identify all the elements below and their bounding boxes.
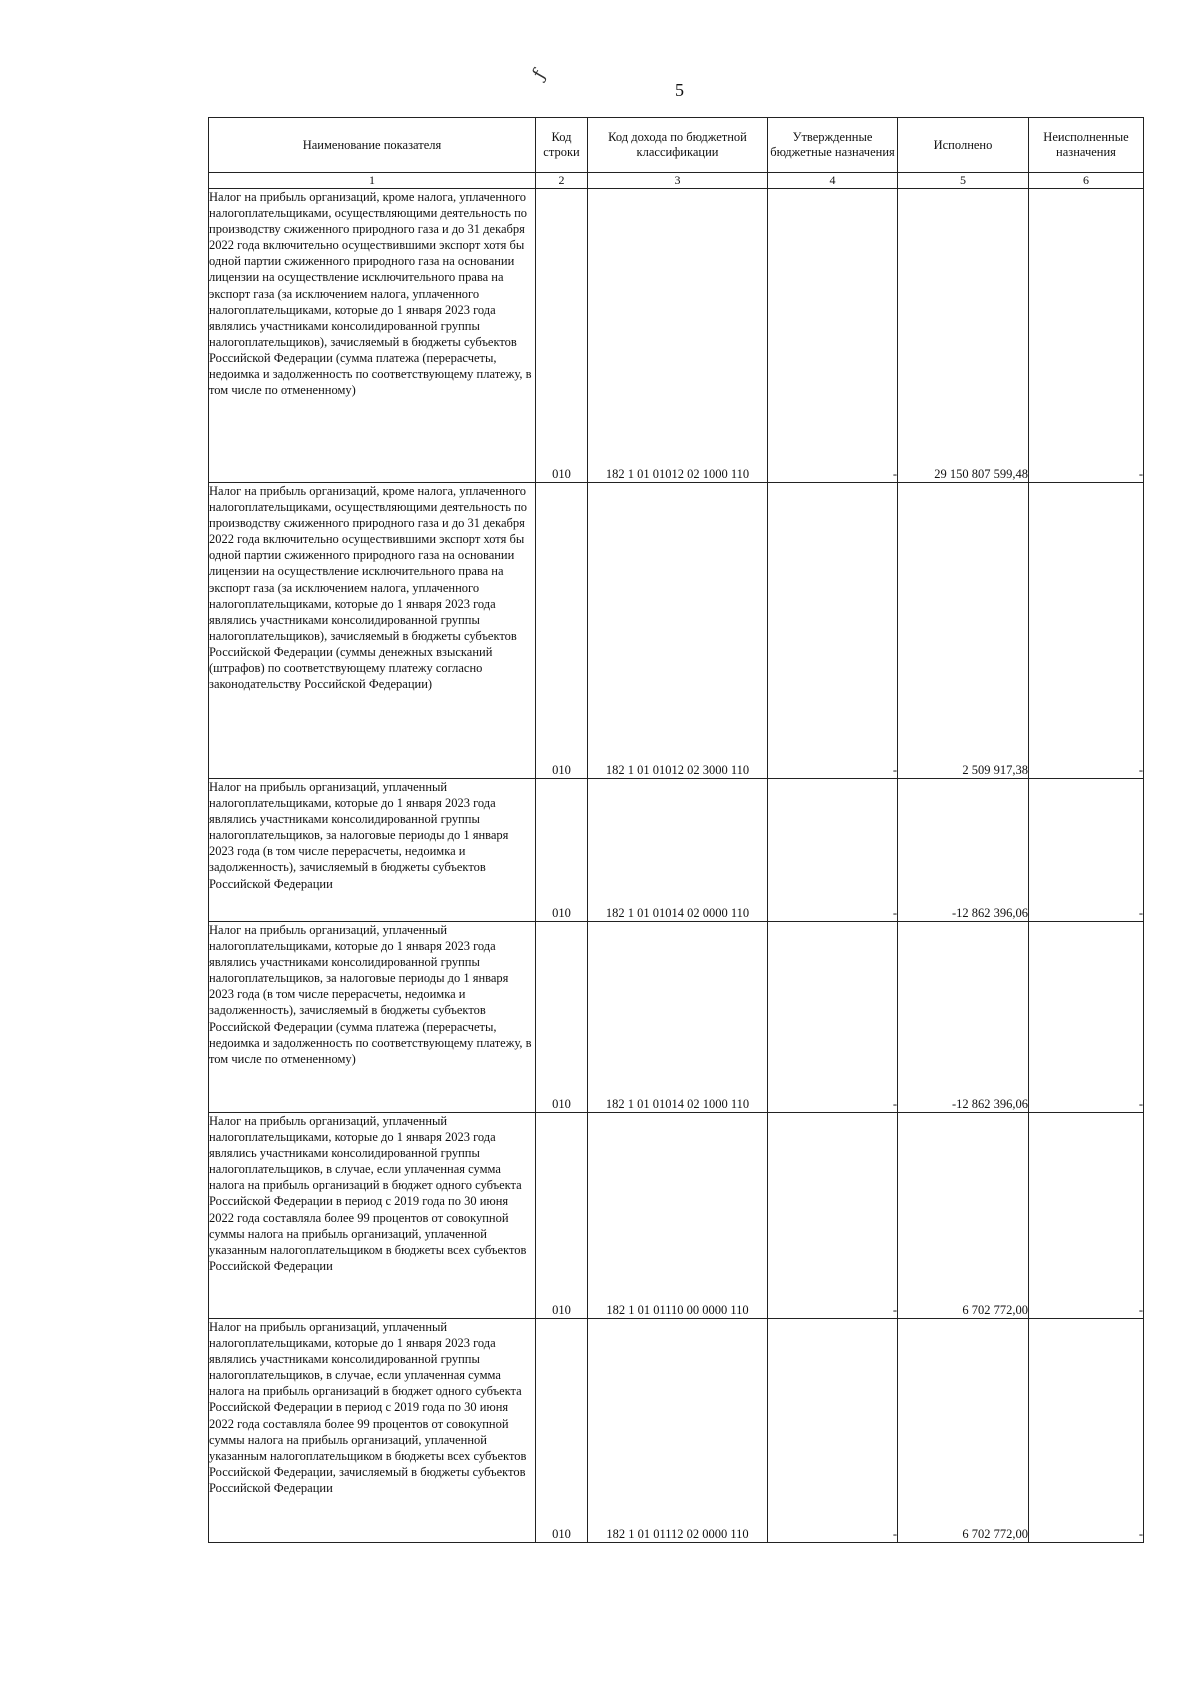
line-code: 010 xyxy=(536,779,588,922)
budget-classification-code: 182 1 01 01012 02 1000 110 xyxy=(588,189,768,483)
column-number: 6 xyxy=(1029,173,1144,189)
executed-amount: 6 702 772,00 xyxy=(898,1113,1029,1319)
remaining-amount: - xyxy=(1029,922,1144,1113)
column-number: 1 xyxy=(209,173,536,189)
column-number: 4 xyxy=(768,173,898,189)
handwritten-mark: ƒ xyxy=(528,66,551,83)
executed-amount: 29 150 807 599,48 xyxy=(898,189,1029,483)
approved-amount: - xyxy=(768,483,898,779)
line-code: 010 xyxy=(536,189,588,483)
page-number: 5 xyxy=(675,80,684,100)
approved-amount: - xyxy=(768,1319,898,1543)
line-code: 010 xyxy=(536,922,588,1113)
budget-classification-code: 182 1 01 01014 02 1000 110 xyxy=(588,922,768,1113)
remaining-amount: - xyxy=(1029,189,1144,483)
remaining-amount: - xyxy=(1029,1113,1144,1319)
income-report-table xyxy=(208,117,1144,1543)
indicator-name: Налог на прибыль организаций, уплаченный налогоплательщиками, которые до 1 января 2023 года являлись участниками консолидированной группы налогоплательщиков, в случае, если уплаченная сумма налога на прибыль организаций в бюджет одного субъекта Российской Федерации в период с 2019 года по 30 июня 2022 года составляла более 99 процентов от совокупной суммы налога на прибыль организаций, уплаченной указанным налогоплательщиком в бюджеты всех субъектов Российской Федерации xyxy=(209,1113,536,1319)
budget-classification-code: 182 1 01 01110 00 0000 110 xyxy=(588,1113,768,1319)
indicator-name: Налог на прибыль организаций, уплаченный налогоплательщиками, которые до 1 января 2023 года являлись участниками консолидированной группы налогоплательщиков, за налоговые периоды до 1 января 2023 года (в том числе перерасчеты, недоимка и задолженность), зачисляемый в бюджеты субъектов Российской Федерации xyxy=(209,779,536,922)
table-row xyxy=(209,1319,1144,1543)
line-code: 010 xyxy=(536,1319,588,1543)
indicator-name: Налог на прибыль организаций, кроме налога, уплаченного налогоплательщиками, осуществляющими деятельность по производству сжиженного природного газа и до 31 декабря 2022 года включительно осуществившими экспорт хотя бы одной партии сжиженного природного газа на основании лицензии на осуществление исключительного права на экспорт газа (за исключением налога, уплаченного налогоплательщиками, которые до 1 января 2023 года являлись участниками консолидированной группы налогоплательщиков), зачисляемый в бюджеты субъектов Российской Федерации (сумма платежа (перерасчеты, недоимка и задолженность по соответствующему платежу, в том числе по отмененному) xyxy=(209,189,536,483)
header-executed: Исполнено xyxy=(898,118,1029,173)
budget-classification-code: 182 1 01 01112 02 0000 110 xyxy=(588,1319,768,1543)
header-approved: Утвержденные бюджетные назначения xyxy=(768,118,898,173)
line-code: 010 xyxy=(536,1113,588,1319)
budget-classification-code: 182 1 01 01014 02 0000 110 xyxy=(588,779,768,922)
indicator-name: Налог на прибыль организаций, кроме налога, уплаченного налогоплательщиками, осуществляющими деятельность по производству сжиженного природного газа и до 31 декабря 2022 года включительно осуществившими экспорт хотя бы одной партии сжиженного природного газа на основании лицензии на осуществление исключительного права на экспорт газа (за исключением налога, уплаченного налогоплательщиками, которые до 1 января 2023 года являлись участниками консолидированной группы налогоплательщиков), зачисляемый в бюджеты субъектов Российской Федерации (суммы денежных взысканий (штрафов) по соответствующему платежу согласно законодательству Российской Федерации) xyxy=(209,483,536,779)
line-code: 010 xyxy=(536,483,588,779)
table-row xyxy=(209,922,1144,1113)
column-number: 3 xyxy=(588,173,768,189)
executed-amount: 2 509 917,38 xyxy=(898,483,1029,779)
indicator-name: Налог на прибыль организаций, уплаченный налогоплательщиками, которые до 1 января 2023 года являлись участниками консолидированной группы налогоплательщиков, за налоговые периоды до 1 января 2023 года (в том числе перерасчеты, недоимка и задолженность), зачисляемый в бюджеты субъектов Российской Федерации (сумма платежа (перерасчеты, недоимка и задолженность по соответствующему платежу, в том числе по отмененному) xyxy=(209,922,536,1113)
approved-amount: - xyxy=(768,922,898,1113)
table-row xyxy=(209,779,1144,922)
table-row xyxy=(209,189,1144,483)
remaining-amount: - xyxy=(1029,483,1144,779)
table-row xyxy=(209,1113,1144,1319)
column-number: 2 xyxy=(536,173,588,189)
header-remaining: Неисполненные назначения xyxy=(1029,118,1144,173)
table-row xyxy=(209,483,1144,779)
executed-amount: -12 862 396,06 xyxy=(898,779,1029,922)
approved-amount: - xyxy=(768,189,898,483)
approved-amount: - xyxy=(768,1113,898,1319)
remaining-amount: - xyxy=(1029,1319,1144,1543)
header-code: Код строки xyxy=(536,118,588,173)
indicator-name: Налог на прибыль организаций, уплаченный налогоплательщиками, которые до 1 января 2023 года являлись участниками консолидированной группы налогоплательщиков, в случае, если уплаченная сумма налога на прибыль организаций в бюджет одного субъекта Российской Федерации в период с 2019 года по 30 июня 2022 года составляла более 99 процентов от совокупной суммы налога на прибыль организаций, уплаченной указанным налогоплательщиком в бюджеты всех субъектов Российской Федерации, зачисляемый в бюджеты субъектов Российской Федерации xyxy=(209,1319,536,1543)
executed-amount: -12 862 396,06 xyxy=(898,922,1029,1113)
column-number: 5 xyxy=(898,173,1029,189)
remaining-amount: - xyxy=(1029,779,1144,922)
executed-amount: 6 702 772,00 xyxy=(898,1319,1029,1543)
budget-classification-code: 182 1 01 01012 02 3000 110 xyxy=(588,483,768,779)
approved-amount: - xyxy=(768,779,898,922)
header-name: Наименование показателя xyxy=(209,118,536,173)
column-numbers-row xyxy=(209,173,1144,189)
header-kbk: Код дохода по бюджетной классификации xyxy=(588,118,768,173)
header-row xyxy=(209,118,1144,173)
